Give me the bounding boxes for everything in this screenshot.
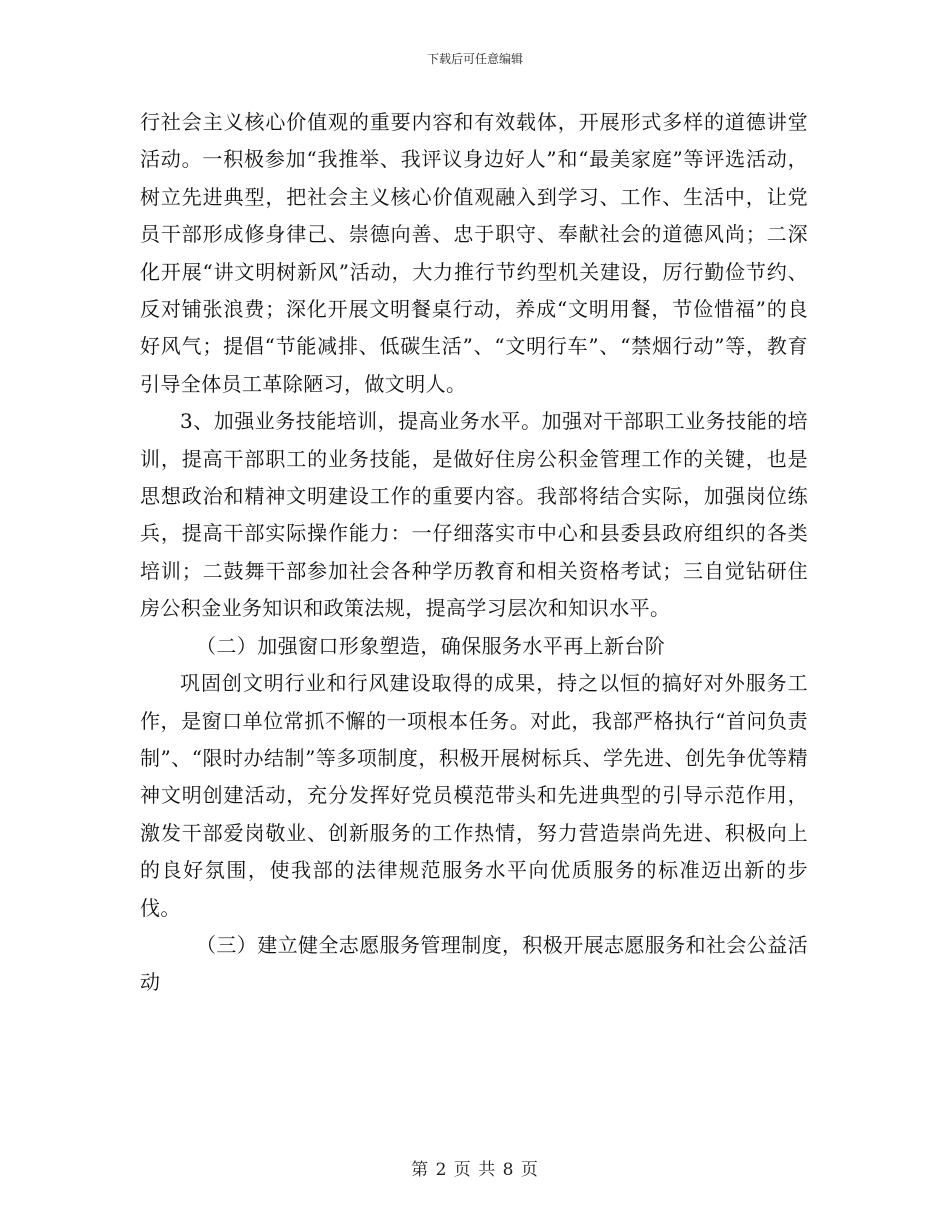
paragraph-core-values: 行社会主义核心价值观的重要内容和有效载体，开展形式多样的道德讲堂活动。一积极参加“我推举、我评议身边好人”和“最美家庭”等评选活动，树立先进典型，把社会主义核心价值观融入到学习、工作、生活中，让党员干部形成修身律己、崇德向善、忠于职守、奉献社会的道德风尚；二深化开展“讲文明树新风”活动，大力推行节约型机关建设，厉行勤俭节约、反对铺张浪费；深化开展文明餐桌行动，养成“文明用餐，节俭惜福”的良好风气；提倡“节能减排、低碳生活”、“文明行车”、“禁烟行动”等，教育引导全体员工革除陋习，做文明人。: [140, 110, 808, 396]
section-heading-volunteer-service: （三）建立健全志愿服务管理制度，积极开展志愿服务和社会公益活动: [140, 932, 808, 995]
paragraph-skills-training: 3、加强业务技能培训，提高业务水平。加强对干部职工业务技能的培训，提高干部职工的业务技能，是做好住房公积金管理工作的关键，也是思想政治和精神文明建设工作的重要内容。我部将结合实际，加强岗位练兵，提高干部实际操作能力：一仔细落实市中心和县委县政府组织的各类培训；二鼓舞干部参加社会各种学历教育和相关资格考试；三自觉钻研住房公积金业务知识和政策法规，提高学习层次和知识水平。: [140, 409, 808, 621]
document-body: [140, 104, 808, 1002]
section-heading-window-image: （二）加强窗口形象塑造，确保服务水平再上新台阶: [196, 633, 666, 658]
paragraph-service-results: 巩固创文明行业和行风建设取得的成果，持之以恒的搞好对外服务工作，是窗口单位常抓不懈的一项根本任务。对此，我部严格执行“首问负责制”、“限时办结制”等多项制度，积极开展树标兵、学先进、创先争优等精神文明创建活动，充分发挥好党员模范带头和先进典型的引导示范作用，激发干部爱岗敬业、创新服务的工作热情，努力营造崇尚先进、积极向上的良好氛围，使我部的法律规范服务水平向优质服务的标准迈出新的步伐。: [140, 671, 808, 920]
page-header: 下载后可任意编辑: [426, 52, 523, 66]
page-number: 第 2 页 共 8 页: [411, 1160, 539, 1180]
